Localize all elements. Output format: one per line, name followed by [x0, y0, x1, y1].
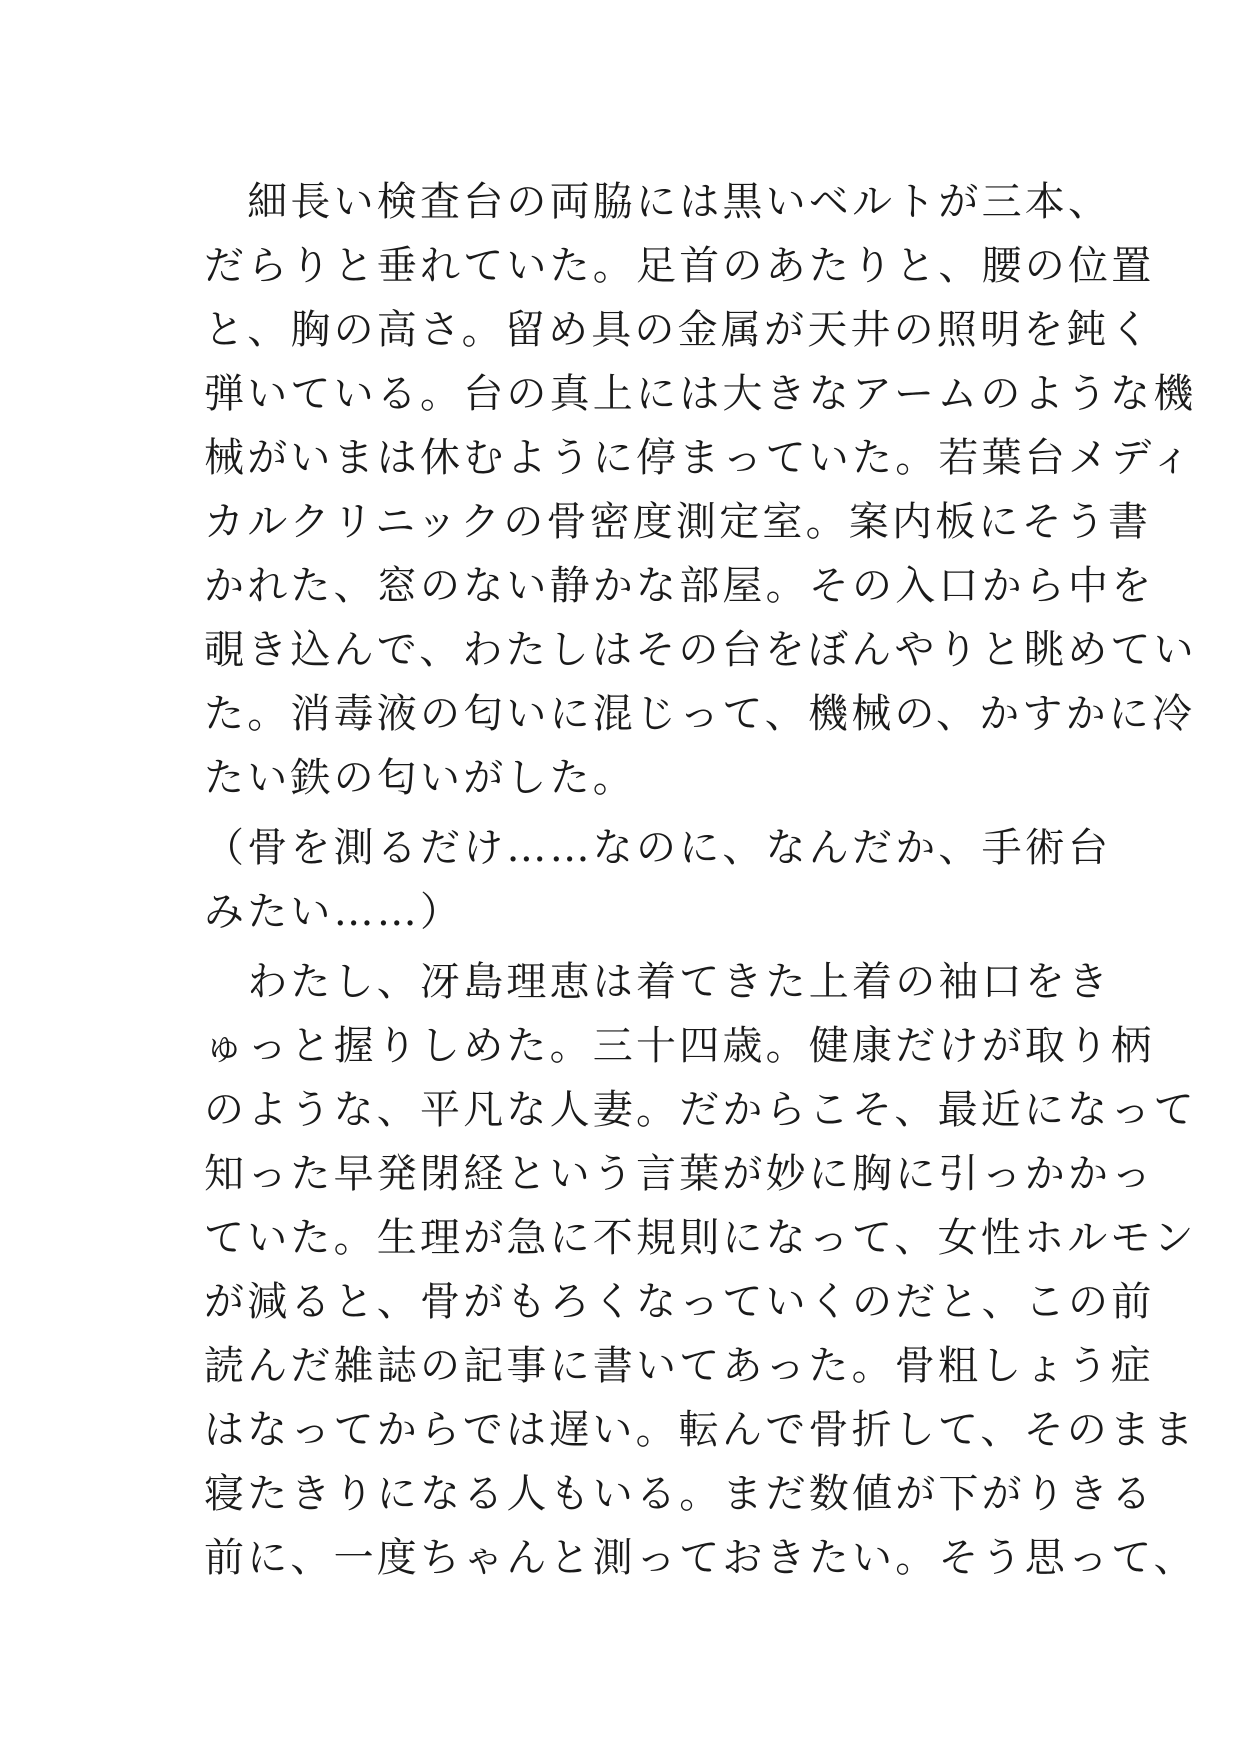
text-line: た。消毒液の匂いに混じって、機械の、かすかに冷: [204, 691, 1196, 737]
text-line: 弾いている。台の真上には大きなアームのような機: [204, 371, 1197, 417]
text-line: カルクリニックの骨密度測定室。案内板にそう書: [204, 499, 1152, 545]
body-text: [204, 170, 1197, 1590]
paragraph-3: [204, 950, 1197, 1590]
text-line: のような、平凡な人妻。だからこそ、最近になって: [204, 1087, 1197, 1133]
text-line: わたし、冴島理恵は着てきた上着の袖口をき: [204, 959, 1112, 1005]
text-line: ゅっと握りしめた。三十四歳。健康だけが取り柄: [204, 1023, 1155, 1069]
text-line: 細長い検査台の両脇には黒いベルトが三本、: [204, 179, 1112, 225]
text-line: （骨を測るだけ……なのに、なんだか、手術台: [204, 825, 1112, 871]
text-line: はなってからでは遅い。転んで骨折して、そのまま: [204, 1407, 1197, 1453]
text-line: たい鉄の匂いがした。: [204, 755, 636, 801]
text-line: 寝たきりになる人もいる。まだ数値が下がりきる: [204, 1471, 1155, 1517]
text-line: 前に、一度ちゃんと測っておきたい。そう思って、: [204, 1535, 1197, 1581]
text-line: 読んだ雑誌の記事に書いてあった。骨粗しょう症: [204, 1343, 1154, 1389]
text-line: 覗き込んで、わたしはその台をぼんやりと眺めてい: [204, 627, 1197, 673]
text-line: みたい……）: [204, 889, 464, 935]
text-line: ていた。生理が急に不規則になって、女性ホルモン: [204, 1215, 1197, 1261]
text-line: と、胸の高さ。留め具の金属が天井の照明を鈍く: [204, 307, 1153, 353]
text-line: かれた、窓のない静かな部屋。その入口から中を: [204, 563, 1155, 609]
text-line: 知った早発閉経という言葉が妙に胸に引っかかっ: [204, 1151, 1155, 1197]
text-line: が減ると、骨がもろくなっていくのだと、この前: [204, 1279, 1155, 1325]
text-line: 械がいまは休むように停まっていた。若葉台メディ: [204, 435, 1195, 481]
paragraph-2: [204, 816, 1112, 944]
text-line: だらりと垂れていた。足首のあたりと、腰の位置: [204, 243, 1155, 289]
paragraph-1: [204, 170, 1197, 810]
